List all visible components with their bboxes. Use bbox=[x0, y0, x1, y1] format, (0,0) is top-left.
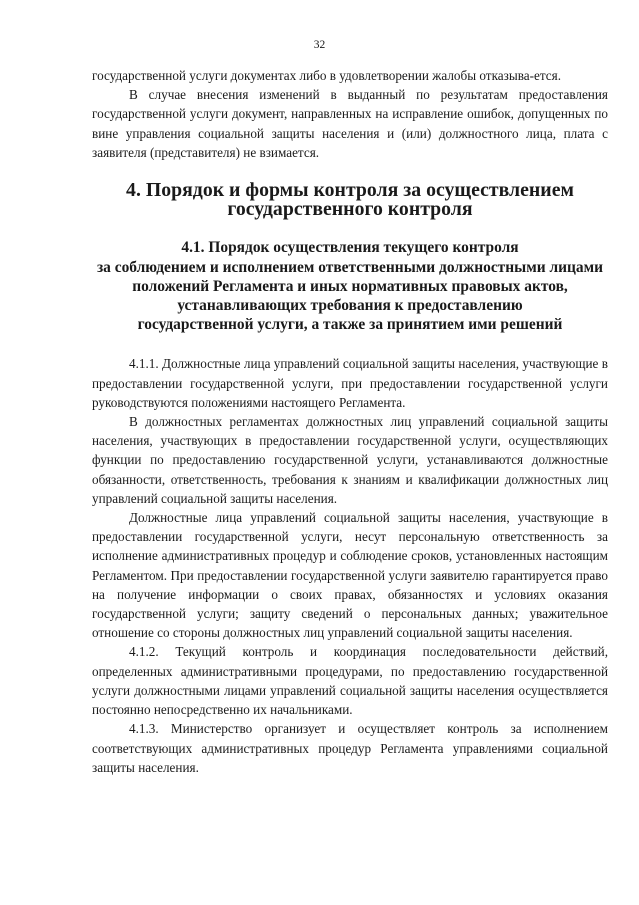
paragraph-regulations: В должностных регламентах должностных лиц управлений социальной защиты населения, участвующих в предоставлении государственной услуги, осуществляющих функции по предоставлению государственной услуги, устанавливаются должностные обязанности, ответственность, требования к знаниям и квалификации должностных лиц управлений социальной защиты населения. bbox=[92, 414, 608, 506]
subsection-heading-line: устанавливающих требования к предоставлению bbox=[177, 297, 523, 315]
subsection-heading bbox=[92, 238, 608, 334]
section-heading-line: 4. Порядок и формы контроля за осуществлением bbox=[126, 179, 574, 202]
section-heading bbox=[92, 181, 608, 219]
paragraph-continuation: государственной услуги документах либо в удовлетворении жалобы отказыва-ется. bbox=[92, 68, 561, 83]
document-body bbox=[92, 66, 608, 777]
subsection-heading-line: государственной услуги, а также за принятием ими решений bbox=[137, 316, 563, 334]
subsection-heading-line: за соблюдением и исполнением ответственными должностными лицами bbox=[96, 258, 604, 276]
paragraph-fee-note: В случае внесения изменений в выданный по результатам предоставления государственной услуги документ, направленных на исправление ошибок, допущенных по вине управления социальной защиты населения и (или) должностного лица, плата с заявителя (представителя) не взимается. bbox=[92, 87, 608, 160]
subsection-heading-line: положений Регламента и иных нормативных правовых актов, bbox=[132, 277, 568, 295]
paragraph-4-1-1: 4.1.1. Должностные лица управлений социальной защиты населения, участвующие в предоставлении государственной услуги, при предоставлении государственной услуги руководствуются положениями настоящего Регламента. bbox=[92, 356, 608, 410]
section-heading-line: государственного контроля bbox=[227, 198, 473, 221]
subsection-heading-line: 4.1. Порядок осуществления текущего контроля bbox=[181, 239, 519, 257]
paragraph-4-1-2: 4.1.2. Текущий контроль и координация последовательности действий, определенных административными процедурами, по предоставлению государственной услуги должностными лицами управлений социальной защиты населения осуществляется постоянно непосредственно их начальниками. bbox=[92, 644, 608, 718]
page-number: 32 bbox=[313, 39, 326, 51]
paragraph-responsibility: Должностные лица управлений социальной защиты населения, участвующие в предоставлении государственной услуги, несут персональную ответственность за исполнение административных процедур и соблюдение сроков, установленных настоящим Регламентом. При предоставлении государственной услуги заявителю гарантируется право на получение информации о своих правах, обязанностях и условиях оказания государственной услуги; защиту сведений о персональных данных; уважительное отношение со стороны должностных лиц управлений социальной защиты населения. bbox=[92, 510, 608, 641]
paragraph-4-1-3: 4.1.3. Министерство организует и осуществляет контроль за исполнением соответствующих административных процедур Регламента управлениями социальной защиты населения. bbox=[92, 721, 608, 775]
